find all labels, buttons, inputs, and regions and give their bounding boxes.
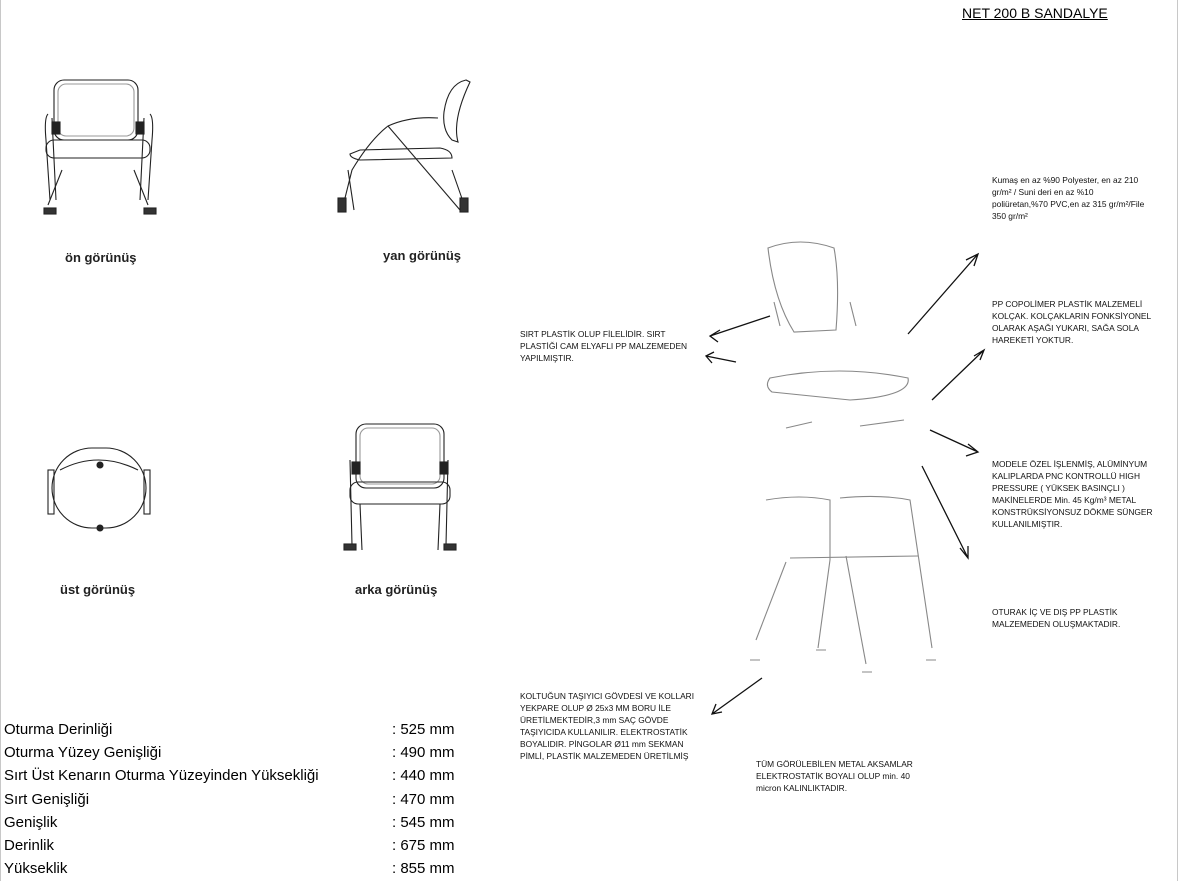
dimension-specs — [4, 721, 474, 883]
front-view-drawing — [44, 80, 156, 214]
back-view-label: arka görünüş — [355, 582, 438, 597]
side-view-drawing — [338, 80, 470, 212]
spec-row: Sırt Üst Kenarın Oturma Yüzeyinden Yüksekliği : 440 mm — [4, 767, 455, 785]
note-foam: MODELE ÖZEL İŞLENMİŞ, ALÜMİNYUM KALIPLARDA PNC KONTROLLÜ HIGH PRESSURE ( YÜKSEK BASINÇLI ) MAKİNELERDE Min. 45 Kg/m³ METAL KONSTRÜKSİYONSUZ DÖKME SÜNGER KULLANILMIŞTIR. — [992, 459, 1153, 529]
note-seat: OTURAK İÇ VE DIŞ PP PLASTİK MALZEMEDEN OLUŞMAKTADIR. — [992, 607, 1121, 629]
page-title: NET 200 B SANDALYE — [962, 5, 1108, 21]
spec-row: Oturma Yüzey Genişliği : 490 mm — [4, 744, 455, 762]
spec-row: Yükseklik : 855 mm — [4, 860, 455, 878]
exploded-view-drawing — [750, 242, 936, 672]
spec-row: Sırt Genişliği : 470 mm — [4, 790, 455, 808]
spec-row: Genişlik : 545 mm — [4, 813, 455, 831]
note-armrest: PP COPOLİMER PLASTİK MALZEMELİ KOLÇAK. KOLÇAKLARIN FONKSİYONEL OLARAK AŞAĞI YUKARI, SAĞA SOLA HAREKETİ YOKTUR. — [992, 299, 1152, 345]
note-frame: KOLTUĞUN TAŞIYICI GÖVDESİ VE KOLLARI YEKPARE OLUP Ø 25x3 MM BORU İLE ÜRETİLMEKTEDİR,3 mm SAÇ GÖVDE TAŞIYICIDA KULLANILIR. ELEKTROSTATİK BOYALIDIR. PİNGOLAR Ø11 mm SEKMAN PİMLİ, PLASTİK MALZEMEDEN ÜRETİLMİŞ — [520, 691, 695, 761]
side-view-label: yan görünüş — [383, 248, 462, 263]
note-back: SIRT PLASTİK OLUP FİLELİDİR. SIRT PLASTİĞİ CAM ELYAFLI PP MALZEMEDEN YAPILMIŞTIR. — [520, 329, 688, 363]
note-fabric: Kumaş en az %90 Polyester, en az 210 gr/m² / Suni deri en az %10 poliüretan,%70 PVC,en az 315 gr/m²/File 350 gr/m² — [992, 175, 1145, 221]
spec-row: Oturma Derinliği : 525 mm — [4, 721, 455, 738]
front-view-label: ön görünüş — [65, 250, 137, 265]
back-view-drawing — [344, 424, 456, 550]
top-view-drawing — [48, 448, 150, 531]
spec-row: Derinlik : 675 mm — [4, 836, 455, 854]
callout-arrows — [706, 254, 984, 714]
top-view-label: üst görünüş — [60, 582, 136, 597]
note-metal: TÜM GÖRÜLEBİLEN METAL AKSAMLAR ELEKTROSTATİK BOYALI OLUP min. 40 micron KALINLIKTADIR. — [756, 759, 913, 793]
